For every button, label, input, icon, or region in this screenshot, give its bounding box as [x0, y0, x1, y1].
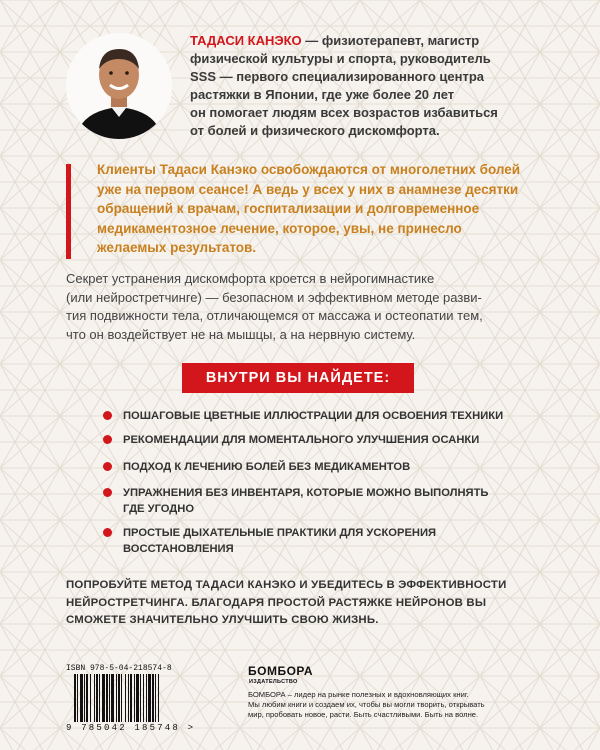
- barcode-bar: [118, 674, 120, 722]
- author-bio-line: SSS — первого специализированного центра: [190, 69, 485, 84]
- intro-paragraph: [66, 270, 546, 344]
- barcode-bar: [134, 674, 135, 722]
- publisher-desc-line: Мы любим книги и создаем их, чтобы вы могли творить, открывать: [248, 700, 485, 709]
- quote-accent-bar: [66, 164, 71, 259]
- barcode-bar: [148, 674, 151, 722]
- publisher-subtitle: ИЗДАТЕЛЬСТВО: [249, 679, 298, 685]
- inside-heading: ВНУТРИ ВЫ НАЙДЕТЕ:: [182, 363, 414, 393]
- barcode-bar: [106, 674, 108, 722]
- publisher-logo: БОМБОРА: [248, 664, 314, 678]
- bullet-icon: [103, 462, 112, 471]
- barcode-bar: [155, 674, 156, 722]
- author-bio: [190, 32, 530, 140]
- barcode-bar: [90, 674, 91, 722]
- lead-line: желаемых результатов.: [97, 240, 257, 255]
- barcode-bar: [121, 674, 122, 722]
- closing-line: ПОПРОБУЙТЕ МЕТОД ТАДАСИ КАНЭКО И УБЕДИТЕСЬ В ЭФФЕКТИВНОСТИ: [66, 579, 507, 591]
- barcode-bar: [102, 674, 105, 722]
- barcode-bar: [152, 674, 154, 722]
- lead-paragraph: [97, 160, 537, 258]
- author-bio-line: физической культуры и спорта, руководитель: [190, 51, 491, 66]
- barcode-bar: [99, 674, 100, 722]
- feature-item: [103, 408, 503, 424]
- publisher-description: [248, 690, 538, 720]
- feature-item: [103, 432, 479, 448]
- bullet-icon: [103, 435, 112, 444]
- intro-line: что он воздействует не на мышцы, а на нервную систему.: [66, 326, 416, 342]
- author-name: ТАДАСИ КАНЭКО: [190, 33, 302, 48]
- intro-line: (или нейростретчинге) — безопасном и эффективном методе разви-: [66, 289, 482, 305]
- closing-paragraph: [66, 577, 546, 630]
- feature-item: [103, 525, 436, 557]
- barcode-bar: [84, 674, 85, 722]
- barcode-bar: [96, 674, 98, 722]
- author-photo: [66, 33, 172, 139]
- bullet-icon: [103, 528, 112, 537]
- barcode-bar: [77, 674, 78, 722]
- bullet-icon: [103, 488, 112, 497]
- feature-text: УПРАЖНЕНИЯ БЕЗ ИНВЕНТАРЯ, КОТОРЫЕ МОЖНО ВЫПОЛНЯТЬ: [123, 487, 489, 499]
- feature-text: ГДЕ УГОДНО: [123, 503, 195, 515]
- barcode-bar: [140, 674, 141, 722]
- barcode-bar: [116, 674, 117, 722]
- barcode-bars: [74, 674, 194, 724]
- author-portrait-image: [66, 33, 172, 139]
- barcode-bar: [74, 674, 76, 722]
- feature-text: ПРОСТЫЕ ДЫХАТЕЛЬНЫЕ ПРАКТИКИ ДЛЯ УСКОРЕНИЯ: [123, 527, 437, 539]
- isbn-text: ISBN 978-5-04-218574-8: [66, 664, 172, 673]
- barcode-bar: [143, 674, 144, 722]
- intro-line: Секрет устранения дискомфорта кроется в нейрогимнастике: [66, 271, 435, 286]
- intro-line: тия подвижности тела, отличающемся от массажа и остеопатии тем,: [66, 308, 483, 323]
- barcode-bar: [128, 674, 129, 722]
- lead-line: уже на первом сеансе! А ведь у всех у них в анамнезе десятки: [97, 181, 519, 197]
- closing-line: СМОЖЕТЕ ЗНАЧИТЕЛЬНО УЛУЧШИТЬ СВОЮ ЖИЗНЬ.: [66, 614, 379, 626]
- barcode-bar: [111, 674, 114, 722]
- author-bio-line: он помогает людям всех возрастов избавиться: [190, 105, 498, 120]
- barcode-bar: [130, 674, 132, 722]
- bullet-icon: [103, 411, 112, 420]
- author-bio-line: растяжки в Японии, где уже более 20 лет: [190, 87, 455, 102]
- barcode-bar: [158, 674, 159, 722]
- closing-line: НЕЙРОСТРЕТЧИНГА. БЛАГОДАРЯ ПРОСТОЙ РАСТЯЖКЕ НЕЙРОНОВ ВЫ: [66, 596, 487, 609]
- barcode-bar: [109, 674, 110, 722]
- feature-text: ВОССТАНОВЛЕНИЯ: [123, 543, 234, 555]
- barcode-bar: [146, 674, 147, 722]
- barcode-bar: [86, 674, 88, 722]
- publisher-desc-line: БОМБОРА – лидер на рынке полезных и вдохновляющих книг.: [248, 690, 469, 699]
- feature-item: [103, 485, 488, 517]
- feature-text: РЕКОМЕНДАЦИИ ДЛЯ МОМЕНТАЛЬНОГО УЛУЧШЕНИЯ ОСАНКИ: [123, 434, 480, 446]
- feature-text: ПОДХОД К ЛЕЧЕНИЮ БОЛЕЙ БЕЗ МЕДИКАМЕНТОВ: [123, 461, 411, 473]
- author-bio-line: — физиотерапевт, магистр: [301, 33, 480, 48]
- author-bio-line: от болей и физического дискомфорта.: [190, 123, 440, 138]
- lead-line: медикаментозное лечение, которое, увы, не принесло: [97, 220, 462, 236]
- lead-line: обращений к врачам, госпитализации и долговременное: [97, 201, 480, 216]
- barcode-bar: [125, 674, 126, 722]
- ean-digits: 9 785042 185748 >: [66, 723, 196, 733]
- barcode-bar: [80, 674, 83, 722]
- lead-line: Клиенты Тадаси Канэко освобождаются от многолетних болей: [97, 162, 521, 177]
- feature-item: [103, 459, 410, 475]
- publisher-desc-line: мир, пробовать новое, расти. Быть счастливыми. Быть на волне.: [248, 710, 479, 719]
- barcode-bar: [94, 674, 95, 722]
- barcode-bar: [136, 674, 139, 722]
- barcode: [66, 664, 226, 742]
- feature-text: ПОШАГОВЫЕ ЦВЕТНЫЕ ИЛЛЮСТРАЦИИ ДЛЯ ОСВОЕНИЯ ТЕХНИКИ: [123, 410, 504, 422]
